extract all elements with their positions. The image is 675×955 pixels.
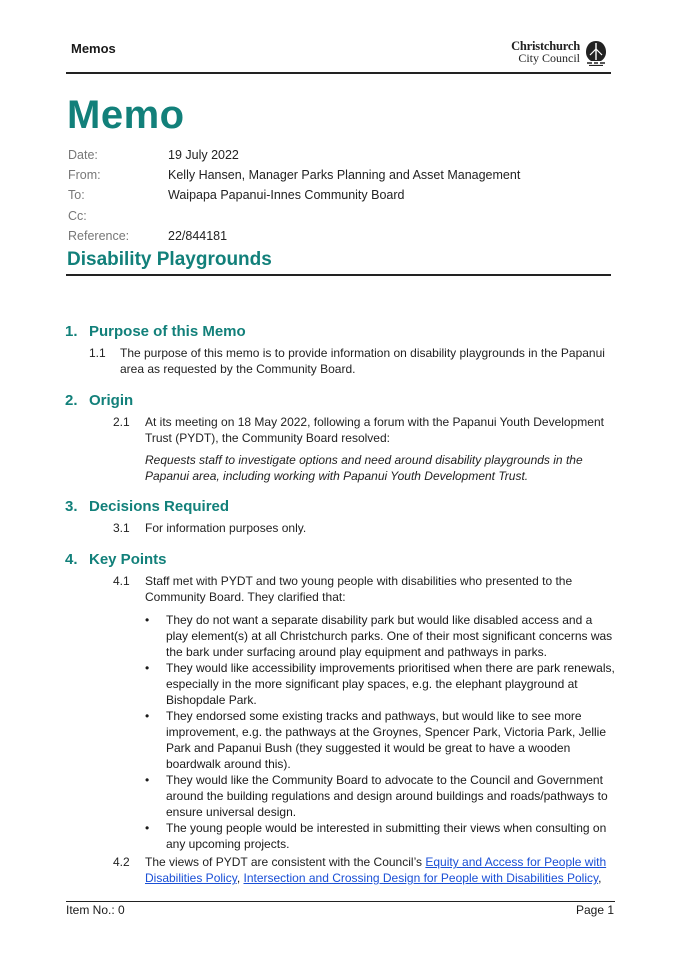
header-label: Memos — [71, 41, 116, 56]
section-number: 3. — [65, 498, 78, 515]
bullet-dot: • — [145, 821, 150, 835]
list-item-text: The young people would be interested in submitting their views when consulting on any upcoming projects. — [166, 821, 607, 851]
header-divider — [66, 72, 611, 74]
list-item — [145, 772, 615, 820]
meta-value: 19 July 2022 — [168, 148, 239, 162]
list-item-text: They would like accessibility improvements prioritised when there are park renewals, especially in the more significant play spaces, e.g. the elephant playground at Bishopdale Park. — [166, 661, 615, 707]
document-title: Disability Playgrounds — [67, 249, 272, 270]
list-item-text: They do not want a separate disability park but would like disabled access and a play element(s) at all Christchurch parks. One of their most significant concerns was the bark under surfacing around play equipment and pathways in parks. — [166, 613, 613, 659]
bullet-dot: • — [145, 773, 150, 787]
paragraph-text — [145, 854, 615, 886]
footer-page-number: Page 1 — [576, 903, 615, 917]
paragraph-number: 1.1 — [89, 346, 106, 360]
meta-label: Date: — [68, 148, 98, 162]
paragraph-text: The purpose of this memo is to provide information on disability playgrounds in the Papanui area as requested by the Community Board. — [120, 346, 605, 376]
meta-row-to — [68, 188, 628, 208]
bullet-dot: • — [145, 661, 150, 675]
list-item — [145, 820, 615, 852]
logo-line-1: Christchurch — [511, 39, 580, 53]
meta-value: Waipapa Papanui-Innes Community Board — [168, 188, 405, 202]
equity-access-policy-link[interactable]: Equity and Access for People with Disabilities Policy — [145, 855, 607, 885]
list-item — [145, 612, 615, 660]
paragraph-text: At its meeting on 18 May 2022, following a forum with the Papanui Youth Development Trust (PYDT), the Community Board resolved: — [145, 415, 604, 445]
link-separator: , — [236, 871, 244, 885]
meta-row-date — [68, 148, 628, 168]
resolution-quote: Requests staff to investigate options and need around disability playgrounds in the Papanui area, including working with Papanui Youth Development Trust. — [145, 453, 583, 483]
meta-label: Cc: — [68, 209, 87, 223]
logo-line-2: City Council — [518, 51, 580, 65]
section-title: Purpose of this Memo — [89, 323, 246, 340]
footer-item-number: Item No.: 0 — [66, 903, 125, 917]
paragraph-text: Staff met with PYDT and two young people with disabilities who presented to the Community Board. They clarified that: — [145, 574, 573, 604]
bullet-dot: • — [145, 709, 150, 723]
paragraph-text-start: The views of PYDT are consistent with the Council’s — [145, 855, 426, 869]
paragraph-number: 2.1 — [113, 415, 130, 429]
list-item — [145, 708, 615, 772]
meta-value: 22/844181 — [168, 229, 228, 243]
memo-title: Memo — [67, 93, 185, 137]
paragraph-text-end: , — [598, 871, 602, 885]
intersection-crossing-policy-link[interactable]: Intersection and Crossing Design for People with Disabilities Policy — [243, 871, 599, 885]
meta-value: Kelly Hansen, Manager Parks Planning and Asset Management — [168, 168, 521, 182]
footer-divider — [66, 901, 615, 902]
section-number: 4. — [65, 551, 78, 568]
section-title: Key Points — [89, 551, 167, 568]
meta-row-reference — [68, 229, 628, 249]
paragraph-number: 4.2 — [113, 855, 130, 869]
bullet-dot: • — [145, 613, 150, 627]
meta-label: From: — [68, 168, 101, 182]
list-item — [145, 660, 615, 708]
meta-label: Reference: — [68, 229, 130, 243]
section-heading — [65, 498, 229, 515]
meta-row-from — [68, 168, 628, 188]
key-points-list — [145, 612, 615, 852]
meta-row-cc — [68, 209, 628, 229]
section-title: Decisions Required — [89, 498, 230, 515]
section-heading — [65, 323, 246, 340]
section-number: 2. — [65, 392, 78, 409]
paragraph-number: 4.1 — [113, 574, 130, 588]
section-number: 1. — [65, 323, 78, 340]
list-item-text: They endorsed some existing tracks and pathways, but would like to see more improvement, e.g. the pathways at the Groynes, Spencer Park, Victoria Park, Jellie Park and Papanui Bush (they suggested it would be great to have a wooden boardwalk around this). — [166, 709, 606, 771]
meta-label: To: — [68, 188, 85, 202]
list-item-text: They would like the Community Board to advocate to the Council and Government around the building regulations and design around buildings and roads/pathways to ensure universal design. — [166, 773, 608, 819]
paragraph-number: 3.1 — [113, 521, 130, 535]
section-heading — [65, 551, 167, 568]
section-title: Origin — [89, 392, 134, 409]
council-logo — [498, 40, 608, 70]
title-divider — [66, 274, 611, 276]
section-heading — [65, 392, 133, 409]
paragraph-text: For information purposes only. — [145, 521, 307, 535]
christchurch-cathedral-logo-icon — [584, 40, 608, 66]
